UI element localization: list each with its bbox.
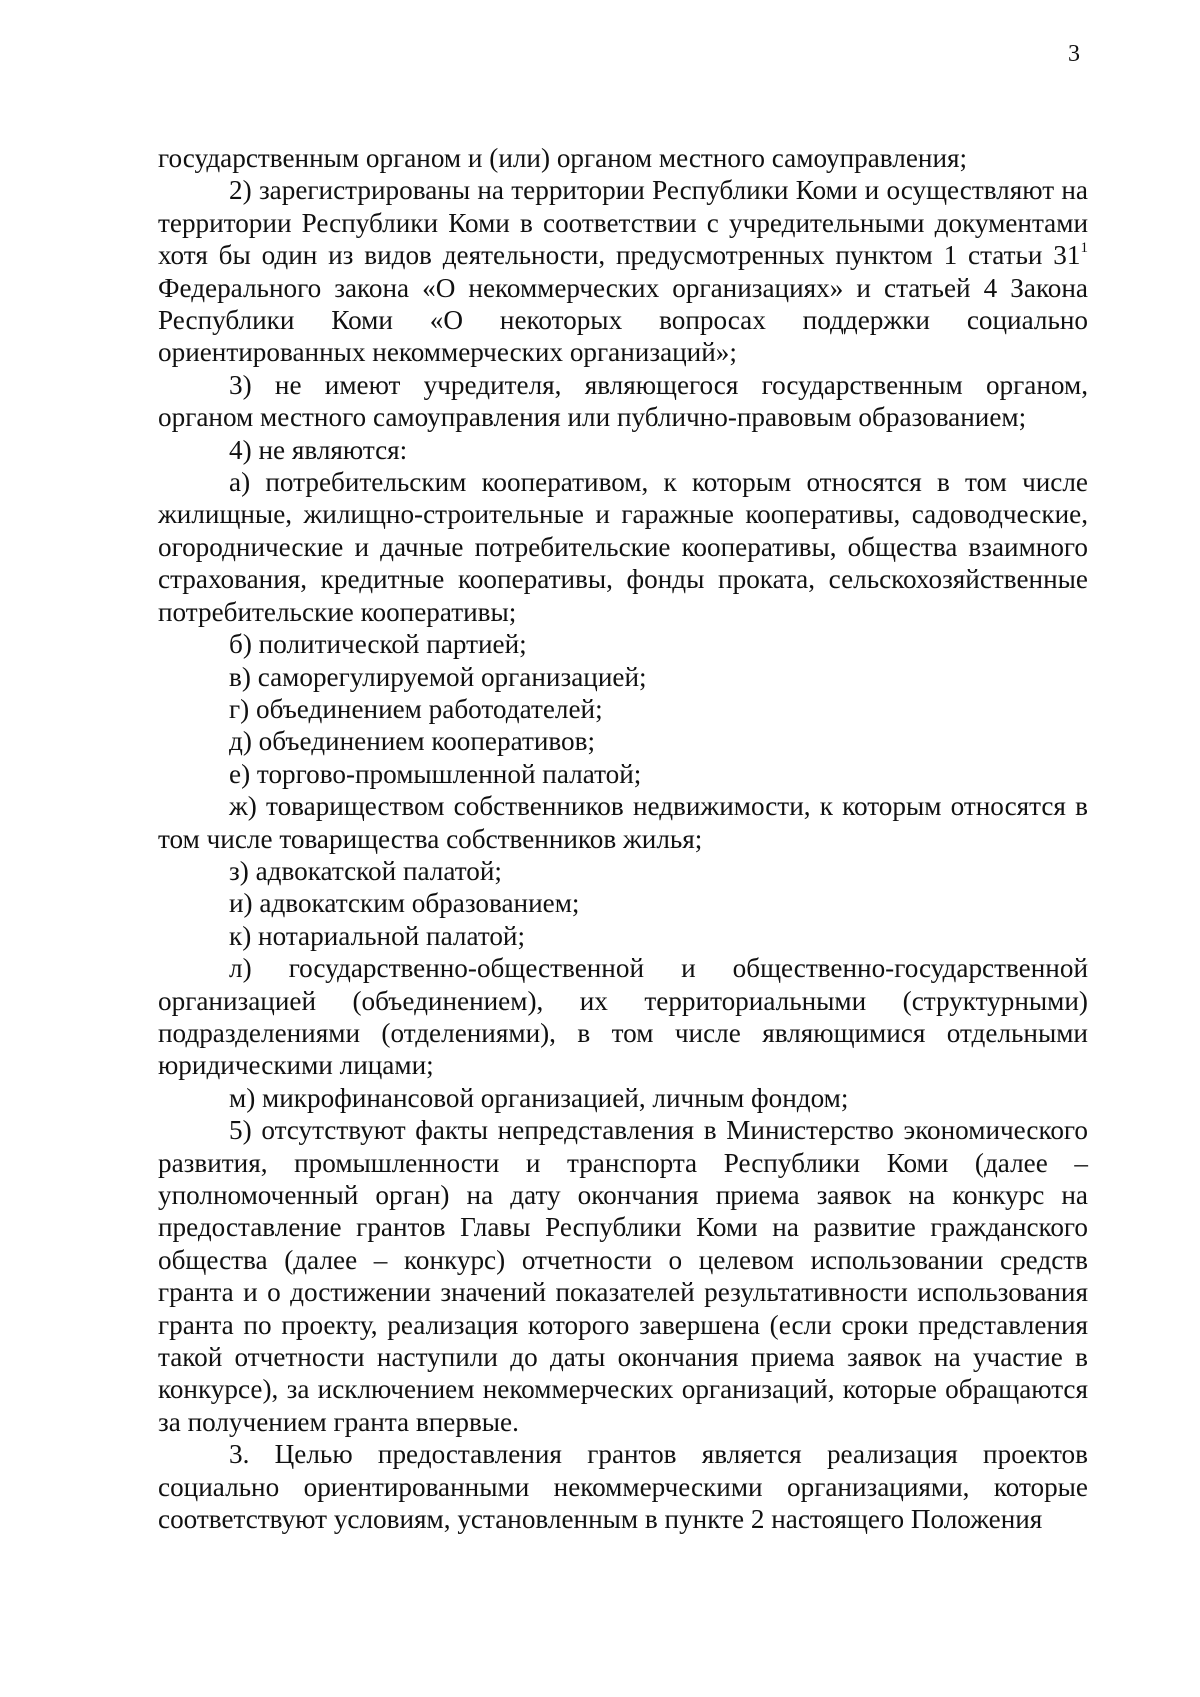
paragraph-continuation: государственным органом и (или) органом местного самоуправления; bbox=[158, 143, 968, 173]
subitem-b: б) политической партией; bbox=[229, 629, 527, 660]
subitem-m: м) микрофинансовой организацией, личным фондом; bbox=[229, 1082, 849, 1113]
subitem-i: и) адвокатским образованием; bbox=[229, 888, 580, 919]
paragraph-item-3: 3) не имеют учредителя, являющегося государственным органом, органом местного самоуправления или публично-правовым образованием; bbox=[158, 369, 1088, 433]
paragraph-item-2 bbox=[158, 174, 1088, 368]
document-body bbox=[158, 142, 1088, 1535]
page-number: 3 bbox=[1068, 41, 1080, 67]
subitem-g: г) объединением работодателей; bbox=[229, 693, 603, 724]
subitem-zh: ж) товариществом собственников недвижимости, к которым относятся в том числе товарищества собственников жилья; bbox=[158, 791, 1088, 854]
subitem-e: е) торгово-промышленной палатой; bbox=[229, 758, 642, 789]
paragraph-text-tail: Федерального закона «О некоммерческих организациях» и статьей 4 Закона Республики Коми «О некоторых вопросах поддержки социально ориентированных некоммерческих организаций»; bbox=[158, 272, 1088, 368]
subitem-a: а) потребительским кооперативом, к которым относятся в том числе жилищные, жилищно-строительные и гаражные кооперативы, садоводческие, огороднические и дачные потребительские кооперативы, общества взаимного страхования, кредитные кооперативы, фонды проката, сельскохозяйственные потребительские кооперативы; bbox=[158, 467, 1088, 627]
paragraph-item-4: 4) не являются: bbox=[229, 434, 408, 465]
subitem-v: в) саморегулируемой организацией; bbox=[229, 661, 647, 692]
subitem-d: д) объединением кооперативов; bbox=[229, 726, 596, 757]
paragraph-item-5: 5) отсутствуют факты непредставления в Министерство экономического развития, промышленности и транспорта Республики Коми (далее – уполномоченный орган) на дату окончания приема заявок на конкурс на предоставление грантов Главы Республики Коми на развитие гражданского общества (далее – конкурс) отчетности о целевом использовании средств гранта и о достижении значений показателей результативности использования гранта по проекту, реализация которого завершена (если сроки представления такой отчетности наступили до даты окончания приема заявок на участие в конкурсе), за исключением некоммерческих организаций, которые обращаются за получением гранта впервые. bbox=[158, 1115, 1088, 1437]
section-3-paragraph: 3. Целью предоставления грантов является реализация проектов социально ориентированными некоммерческими организациями, которые соответствуют условиям, установленным в пункте 2 настоящего Положения bbox=[158, 1439, 1088, 1535]
subitem-z: з) адвокатской палатой; bbox=[229, 855, 502, 886]
subitem-k: к) нотариальной палатой; bbox=[229, 920, 526, 951]
paragraph-text: 2) зарегистрированы на территории Республики Коми и осуществляют на территории Республики Коми в соответствии с учредительными документами хотя бы один из видов деятельности, предусмотренных пунктом 1 статьи 31 bbox=[158, 175, 1088, 271]
superscript: 1 bbox=[1080, 240, 1088, 257]
subitem-l: л) государственно-общественной и общественно-государственной организацией (объединением), их территориальными (структурными) подразделениями (отделениями), в том числе являющимися отдельными юридическими лицами; bbox=[158, 953, 1088, 1081]
